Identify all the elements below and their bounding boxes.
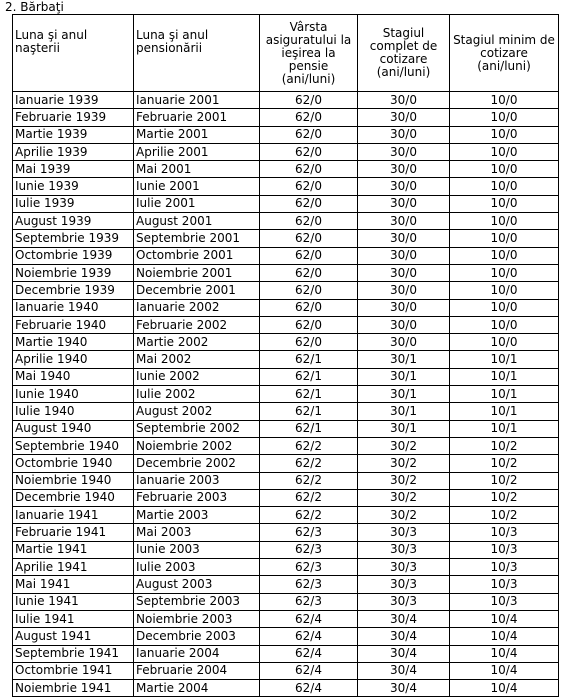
- cell-full-contribution: 30/1: [358, 386, 450, 403]
- cell-full-contribution: 30/0: [358, 213, 450, 230]
- cell-birth-date: August 1940: [13, 420, 134, 437]
- cell-birth-date: Aprilie 1941: [13, 559, 134, 576]
- cell-retirement-age: 62/0: [260, 334, 358, 351]
- cell-retirement-age: 62/3: [260, 524, 358, 541]
- cell-full-contribution: 30/0: [358, 247, 450, 264]
- cell-retirement-date: Iulie 2002: [134, 386, 260, 403]
- cell-birth-date: Iunie 1939: [13, 178, 134, 195]
- cell-retirement-age: 62/4: [260, 680, 358, 697]
- table-row: [13, 282, 559, 299]
- cell-birth-date: Aprilie 1940: [13, 351, 134, 368]
- cell-birth-date: Decembrie 1940: [13, 489, 134, 506]
- cell-retirement-date: Octombrie 2001: [134, 247, 260, 264]
- table-row: [13, 524, 559, 541]
- cell-birth-date: Mai 1941: [13, 576, 134, 593]
- cell-full-contribution: 30/0: [358, 195, 450, 212]
- cell-retirement-date: August 2002: [134, 403, 260, 420]
- cell-full-contribution: 30/0: [358, 316, 450, 333]
- cell-full-contribution: 30/1: [358, 403, 450, 420]
- cell-minimum-contribution: 10/0: [450, 126, 559, 143]
- table-row: [13, 334, 559, 351]
- table-row: [13, 195, 559, 212]
- cell-retirement-date: Ianuarie 2004: [134, 645, 260, 662]
- cell-full-contribution: 30/2: [358, 437, 450, 454]
- cell-minimum-contribution: 10/0: [450, 282, 559, 299]
- cell-retirement-date: Iunie 2001: [134, 178, 260, 195]
- cell-full-contribution: 30/0: [358, 282, 450, 299]
- cell-retirement-age: 62/1: [260, 386, 358, 403]
- table-row: [13, 628, 559, 645]
- cell-birth-date: Martie 1940: [13, 334, 134, 351]
- cell-retirement-age: 62/4: [260, 628, 358, 645]
- cell-full-contribution: 30/2: [358, 472, 450, 489]
- table-row: [13, 230, 559, 247]
- cell-retirement-age: 62/0: [260, 264, 358, 281]
- table-row: [13, 351, 559, 368]
- cell-birth-date: Noiembrie 1940: [13, 472, 134, 489]
- table-row: [13, 213, 559, 230]
- cell-retirement-age: 62/0: [260, 213, 358, 230]
- cell-minimum-contribution: 10/4: [450, 662, 559, 679]
- cell-minimum-contribution: 10/1: [450, 368, 559, 385]
- cell-retirement-age: 62/2: [260, 437, 358, 454]
- cell-retirement-age: 62/3: [260, 593, 358, 610]
- cell-retirement-age: 62/4: [260, 662, 358, 679]
- table-row: [13, 92, 559, 109]
- cell-retirement-date: Septembrie 2002: [134, 420, 260, 437]
- table-row: [13, 109, 559, 126]
- table-header: [13, 15, 559, 92]
- cell-full-contribution: 30/4: [358, 662, 450, 679]
- cell-retirement-age: 62/2: [260, 455, 358, 472]
- cell-minimum-contribution: 10/0: [450, 316, 559, 333]
- cell-retirement-date: Iunie 2003: [134, 541, 260, 558]
- cell-full-contribution: 30/0: [358, 230, 450, 247]
- cell-retirement-age: 62/0: [260, 161, 358, 178]
- cell-birth-date: Septembrie 1940: [13, 437, 134, 454]
- table-row: [13, 126, 559, 143]
- cell-birth-date: Februarie 1940: [13, 316, 134, 333]
- cell-retirement-date: August 2003: [134, 576, 260, 593]
- cell-retirement-date: Februarie 2003: [134, 489, 260, 506]
- cell-birth-date: Iunie 1941: [13, 593, 134, 610]
- cell-full-contribution: 30/0: [358, 92, 450, 109]
- cell-retirement-age: 62/0: [260, 178, 358, 195]
- table-row: [13, 507, 559, 524]
- table-row: [13, 472, 559, 489]
- cell-full-contribution: 30/2: [358, 489, 450, 506]
- cell-retirement-age: 62/0: [260, 92, 358, 109]
- cell-minimum-contribution: 10/2: [450, 472, 559, 489]
- cell-retirement-date: Martie 2002: [134, 334, 260, 351]
- cell-birth-date: Iulie 1939: [13, 195, 134, 212]
- cell-retirement-age: 62/0: [260, 282, 358, 299]
- cell-birth-date: Aprilie 1939: [13, 143, 134, 160]
- table-row: [13, 593, 559, 610]
- cell-birth-date: August 1941: [13, 628, 134, 645]
- cell-full-contribution: 30/4: [358, 628, 450, 645]
- cell-retirement-age: 62/2: [260, 472, 358, 489]
- table-row: [13, 455, 559, 472]
- cell-minimum-contribution: 10/0: [450, 334, 559, 351]
- table-row: [13, 541, 559, 558]
- cell-birth-date: Ianuarie 1939: [13, 92, 134, 109]
- cell-full-contribution: 30/0: [358, 109, 450, 126]
- section-title: 2. Bărbaţi: [5, 0, 64, 14]
- cell-minimum-contribution: 10/1: [450, 420, 559, 437]
- cell-birth-date: Martie 1939: [13, 126, 134, 143]
- cell-retirement-date: Ianuarie 2001: [134, 92, 260, 109]
- cell-retirement-age: 62/0: [260, 230, 358, 247]
- cell-retirement-date: Iulie 2001: [134, 195, 260, 212]
- table-row: [13, 161, 559, 178]
- table-row: [13, 368, 559, 385]
- cell-retirement-age: 62/0: [260, 126, 358, 143]
- table-row: [13, 247, 559, 264]
- cell-birth-date: August 1939: [13, 213, 134, 230]
- cell-birth-date: Ianuarie 1940: [13, 299, 134, 316]
- cell-minimum-contribution: 10/0: [450, 195, 559, 212]
- cell-retirement-date: Septembrie 2003: [134, 593, 260, 610]
- cell-full-contribution: 30/2: [358, 507, 450, 524]
- cell-minimum-contribution: 10/0: [450, 109, 559, 126]
- cell-minimum-contribution: 10/0: [450, 299, 559, 316]
- cell-minimum-contribution: 10/2: [450, 455, 559, 472]
- header-row: [13, 15, 559, 92]
- cell-minimum-contribution: 10/3: [450, 524, 559, 541]
- cell-retirement-date: Iunie 2002: [134, 368, 260, 385]
- cell-minimum-contribution: 10/0: [450, 213, 559, 230]
- retirement-schedule-table: [12, 14, 559, 697]
- cell-minimum-contribution: 10/1: [450, 403, 559, 420]
- cell-minimum-contribution: 10/3: [450, 559, 559, 576]
- cell-retirement-date: Septembrie 2001: [134, 230, 260, 247]
- cell-retirement-date: Ianuarie 2003: [134, 472, 260, 489]
- cell-full-contribution: 30/0: [358, 126, 450, 143]
- cell-full-contribution: 30/0: [358, 143, 450, 160]
- cell-full-contribution: 30/3: [358, 541, 450, 558]
- cell-minimum-contribution: 10/0: [450, 230, 559, 247]
- cell-full-contribution: 30/4: [358, 610, 450, 627]
- cell-retirement-age: 62/4: [260, 610, 358, 627]
- cell-retirement-date: Martie 2004: [134, 680, 260, 697]
- cell-retirement-age: 62/0: [260, 109, 358, 126]
- cell-minimum-contribution: 10/4: [450, 645, 559, 662]
- cell-minimum-contribution: 10/4: [450, 628, 559, 645]
- table-row: [13, 299, 559, 316]
- table-row: [13, 437, 559, 454]
- cell-retirement-date: Noiembrie 2003: [134, 610, 260, 627]
- cell-birth-date: Mai 1940: [13, 368, 134, 385]
- cell-full-contribution: 30/3: [358, 593, 450, 610]
- cell-retirement-age: 62/0: [260, 316, 358, 333]
- cell-retirement-age: 62/3: [260, 559, 358, 576]
- cell-birth-date: Mai 1939: [13, 161, 134, 178]
- cell-full-contribution: 30/0: [358, 334, 450, 351]
- cell-minimum-contribution: 10/2: [450, 507, 559, 524]
- table-row: [13, 143, 559, 160]
- table-row: [13, 680, 559, 697]
- cell-retirement-date: Martie 2001: [134, 126, 260, 143]
- cell-retirement-age: 62/0: [260, 195, 358, 212]
- cell-full-contribution: 30/1: [358, 368, 450, 385]
- cell-birth-date: Septembrie 1941: [13, 645, 134, 662]
- cell-retirement-age: 62/1: [260, 420, 358, 437]
- cell-full-contribution: 30/3: [358, 576, 450, 593]
- header-retirement-age: Vârsta asiguratului la ieşirea la pensie (ani/luni): [260, 15, 358, 92]
- cell-retirement-date: Decembrie 2002: [134, 455, 260, 472]
- cell-birth-date: Iulie 1940: [13, 403, 134, 420]
- cell-retirement-date: Decembrie 2003: [134, 628, 260, 645]
- table-row: [13, 386, 559, 403]
- cell-minimum-contribution: 10/3: [450, 576, 559, 593]
- table-row: [13, 420, 559, 437]
- cell-birth-date: Iulie 1941: [13, 610, 134, 627]
- cell-minimum-contribution: 10/4: [450, 680, 559, 697]
- cell-minimum-contribution: 10/0: [450, 92, 559, 109]
- cell-minimum-contribution: 10/0: [450, 143, 559, 160]
- cell-retirement-date: Noiembrie 2002: [134, 437, 260, 454]
- cell-full-contribution: 30/3: [358, 559, 450, 576]
- table-row: [13, 489, 559, 506]
- cell-retirement-date: August 2001: [134, 213, 260, 230]
- header-retirement-month-year: Luna şi anul pensionării: [134, 15, 260, 92]
- cell-minimum-contribution: 10/3: [450, 541, 559, 558]
- cell-retirement-age: 62/0: [260, 299, 358, 316]
- table-row: [13, 645, 559, 662]
- table-row: [13, 559, 559, 576]
- cell-retirement-date: Februarie 2001: [134, 109, 260, 126]
- cell-full-contribution: 30/0: [358, 264, 450, 281]
- table-row: [13, 662, 559, 679]
- table-row: [13, 178, 559, 195]
- cell-minimum-contribution: 10/2: [450, 437, 559, 454]
- cell-retirement-age: 62/1: [260, 351, 358, 368]
- cell-full-contribution: 30/0: [358, 178, 450, 195]
- cell-retirement-date: Mai 2003: [134, 524, 260, 541]
- cell-retirement-date: Decembrie 2001: [134, 282, 260, 299]
- cell-full-contribution: 30/2: [358, 455, 450, 472]
- cell-retirement-date: Martie 2003: [134, 507, 260, 524]
- cell-minimum-contribution: 10/2: [450, 489, 559, 506]
- cell-retirement-date: Ianuarie 2002: [134, 299, 260, 316]
- cell-minimum-contribution: 10/0: [450, 161, 559, 178]
- table-body: [13, 92, 559, 697]
- cell-full-contribution: 30/4: [358, 680, 450, 697]
- cell-birth-date: Octombrie 1941: [13, 662, 134, 679]
- cell-birth-date: Februarie 1939: [13, 109, 134, 126]
- cell-full-contribution: 30/1: [358, 420, 450, 437]
- cell-birth-date: Iunie 1940: [13, 386, 134, 403]
- cell-minimum-contribution: 10/3: [450, 593, 559, 610]
- header-birth-month-year: Luna şi anul naşterii: [13, 15, 134, 92]
- header-minimum-contribution-period: Stagiul minim de cotizare (ani/luni): [450, 15, 559, 92]
- cell-retirement-age: 62/4: [260, 645, 358, 662]
- cell-retirement-age: 62/3: [260, 576, 358, 593]
- cell-full-contribution: 30/0: [358, 161, 450, 178]
- cell-minimum-contribution: 10/1: [450, 351, 559, 368]
- cell-retirement-age: 62/0: [260, 247, 358, 264]
- cell-birth-date: Martie 1941: [13, 541, 134, 558]
- cell-minimum-contribution: 10/0: [450, 264, 559, 281]
- cell-birth-date: Noiembrie 1939: [13, 264, 134, 281]
- cell-birth-date: Ianuarie 1941: [13, 507, 134, 524]
- cell-retirement-date: Februarie 2004: [134, 662, 260, 679]
- table-row: [13, 610, 559, 627]
- cell-birth-date: Septembrie 1939: [13, 230, 134, 247]
- cell-birth-date: Februarie 1941: [13, 524, 134, 541]
- cell-birth-date: Decembrie 1939: [13, 282, 134, 299]
- cell-birth-date: Noiembrie 1941: [13, 680, 134, 697]
- cell-retirement-age: 62/2: [260, 507, 358, 524]
- cell-retirement-date: Mai 2001: [134, 161, 260, 178]
- table-row: [13, 403, 559, 420]
- table-row: [13, 264, 559, 281]
- cell-minimum-contribution: 10/4: [450, 610, 559, 627]
- cell-full-contribution: 30/3: [358, 524, 450, 541]
- cell-minimum-contribution: 10/0: [450, 178, 559, 195]
- cell-retirement-date: Mai 2002: [134, 351, 260, 368]
- table-row: [13, 316, 559, 333]
- cell-minimum-contribution: 10/1: [450, 386, 559, 403]
- cell-birth-date: Octombrie 1939: [13, 247, 134, 264]
- cell-retirement-date: Februarie 2002: [134, 316, 260, 333]
- cell-full-contribution: 30/4: [358, 645, 450, 662]
- cell-retirement-age: 62/0: [260, 143, 358, 160]
- cell-retirement-age: 62/1: [260, 368, 358, 385]
- cell-retirement-age: 62/3: [260, 541, 358, 558]
- cell-retirement-date: Noiembrie 2001: [134, 264, 260, 281]
- cell-full-contribution: 30/1: [358, 351, 450, 368]
- cell-retirement-date: Aprilie 2001: [134, 143, 260, 160]
- cell-minimum-contribution: 10/0: [450, 247, 559, 264]
- cell-full-contribution: 30/0: [358, 299, 450, 316]
- cell-birth-date: Octombrie 1940: [13, 455, 134, 472]
- cell-retirement-age: 62/2: [260, 489, 358, 506]
- header-full-contribution-period: Stagiul complet de cotizare (ani/luni): [358, 15, 450, 92]
- cell-retirement-age: 62/1: [260, 403, 358, 420]
- table-row: [13, 576, 559, 593]
- cell-retirement-date: Iulie 2003: [134, 559, 260, 576]
